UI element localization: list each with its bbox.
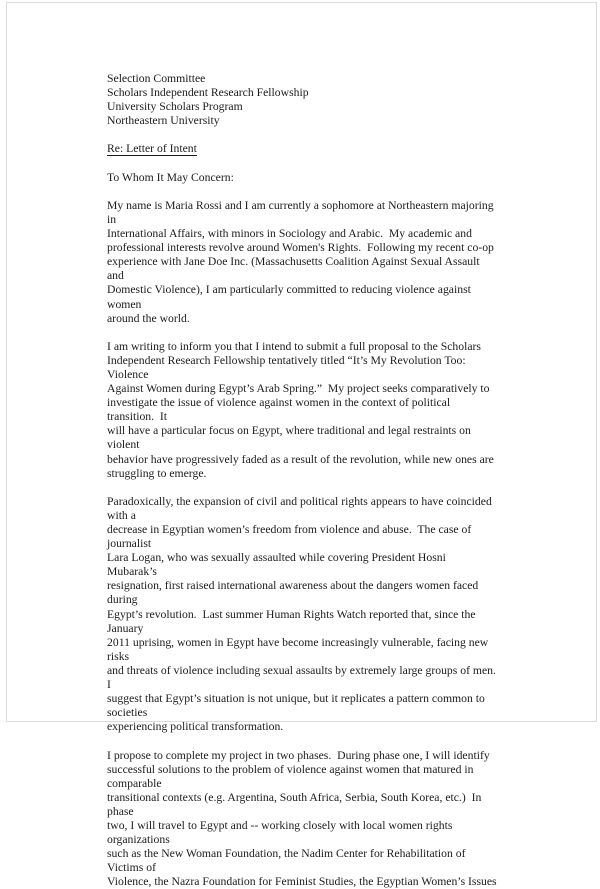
paragraph-line: Domestic Violence), I am particularly committed to reducing violence against women	[107, 283, 497, 311]
paragraph-line: successful solutions to the problem of violence against women that matured in comparable	[107, 763, 497, 791]
paragraph-methodology	[107, 749, 497, 889]
paragraph-line: I am writing to inform you that I intend to submit a full proposal to the Scholars	[107, 340, 497, 354]
paragraph-line: such as the New Woman Foundation, the Nadim Center for Rehabilitation of Victims of	[107, 847, 497, 875]
addressee-line: Scholars Independent Research Fellowship	[107, 86, 497, 100]
paragraph-line: My name is Maria Rossi and I am currently a sophomore at Northeastern majoring in	[107, 199, 497, 227]
spacer	[107, 185, 497, 199]
paragraph-line: 2011 uprising, women in Egypt have become increasingly vulnerable, facing new risks	[107, 636, 497, 664]
paragraph-line: behavior have progressively faded as a result of the revolution, while new ones are	[107, 453, 497, 467]
spacer	[107, 481, 497, 495]
paragraph-line: I propose to complete my project in two phases. During phase one, I will identify	[107, 749, 497, 763]
paragraph-line: Paradoxically, the expansion of civil and political rights appears to have coincided with a	[107, 495, 497, 523]
paragraph-line: Independent Research Fellowship tentatively titled “It’s My Revolution Too: Violence	[107, 354, 497, 382]
addressee-block	[107, 72, 497, 128]
paragraph-line: experiencing political transformation.	[107, 720, 497, 734]
paragraph-line: Against Women during Egypt’s Arab Spring.” My project seeks comparatively to	[107, 382, 497, 396]
spacer	[107, 157, 497, 171]
spacer	[107, 326, 497, 340]
paragraph-background	[107, 495, 497, 735]
paragraph-line: will have a particular focus on Egypt, where traditional and legal restraints on violent	[107, 424, 497, 452]
letter-body	[107, 72, 497, 889]
addressee-line: Selection Committee	[107, 72, 497, 86]
paragraph-line: suggest that Egypt’s situation is not unique, but it replicates a pattern common to societies	[107, 692, 497, 720]
paragraph-line: Violence, the Nazra Foundation for Feminist Studies, the Egyptian Women’s Issues	[107, 875, 497, 889]
paragraph-line: resignation, first raised international awareness about the dangers women faced during	[107, 579, 497, 607]
subject-text: Re: Letter of Intent	[107, 142, 197, 156]
paragraph-line: transitional contexts (e.g. Argentina, South Africa, Serbia, South Korea, etc.) In phase	[107, 791, 497, 819]
paragraph-line: Lara Logan, who was sexually assaulted while covering President Hosni Mubarak’s	[107, 551, 497, 579]
addressee-line: Northeastern University	[107, 114, 497, 128]
paragraph-line: experience with Jane Doe Inc. (Massachusetts Coalition Against Sexual Assault and	[107, 255, 497, 283]
subject-line	[107, 142, 497, 156]
paragraph-line: decrease in Egyptian women’s freedom from violence and abuse. The case of journalist	[107, 523, 497, 551]
paragraph-line: investigate the issue of violence against women in the context of political transition. It	[107, 396, 497, 424]
addressee-line: University Scholars Program	[107, 100, 497, 114]
salutation-text: To Whom It May Concern:	[107, 171, 497, 185]
paragraph-line: professional interests revolve around Women's Rights. Following my recent co-op	[107, 241, 497, 255]
paragraph-proposal	[107, 340, 497, 481]
paragraph-line: and threats of violence including sexual assaults by extremely large groups of men. I	[107, 664, 497, 692]
spacer	[107, 734, 497, 748]
spacer	[107, 128, 497, 142]
paragraph-line: struggling to emerge.	[107, 467, 497, 481]
salutation	[107, 171, 497, 185]
paragraph-line: International Affairs, with minors in Sociology and Arabic. My academic and	[107, 227, 497, 241]
paragraph-intro	[107, 199, 497, 326]
paragraph-line: two, I will travel to Egypt and -- working closely with local women rights organizations	[107, 819, 497, 847]
paragraph-line: Egypt’s revolution. Last summer Human Rights Watch reported that, since the January	[107, 608, 497, 636]
paragraph-line: around the world.	[107, 312, 497, 326]
